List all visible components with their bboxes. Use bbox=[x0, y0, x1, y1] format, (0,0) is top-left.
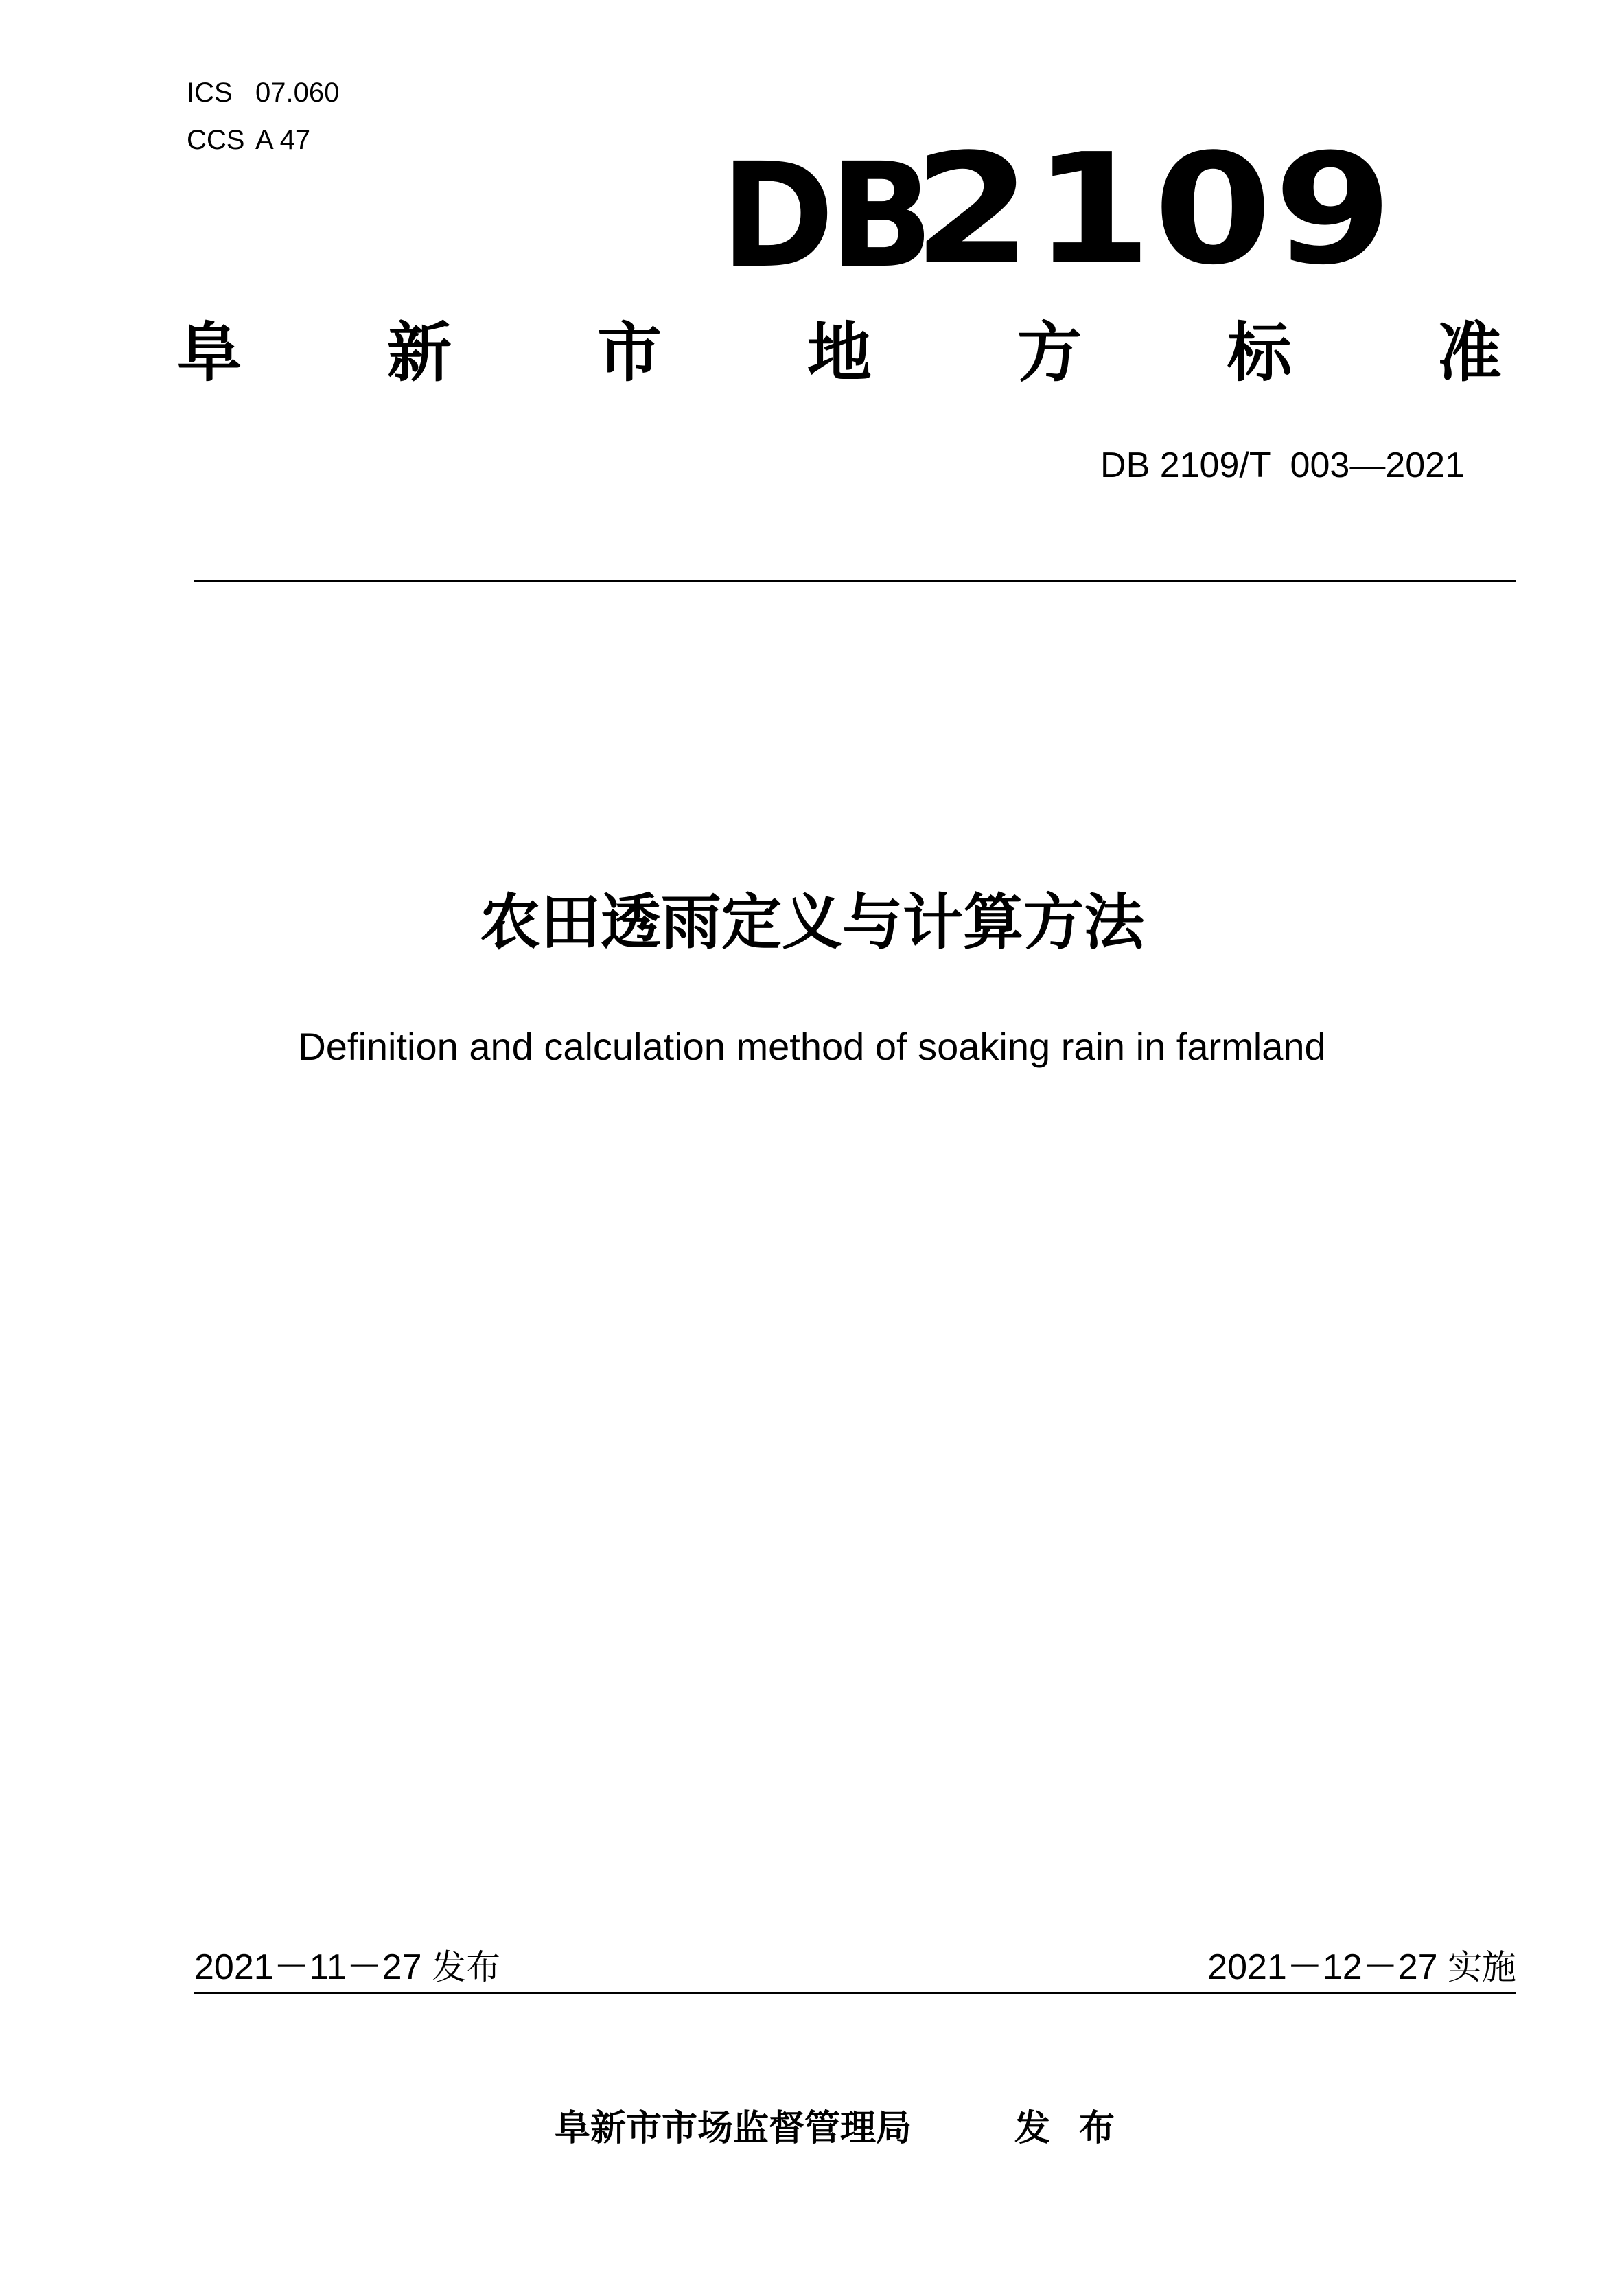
header-divider bbox=[194, 580, 1516, 582]
standard-type-char: 新 bbox=[386, 316, 452, 391]
ccs-code bbox=[187, 126, 310, 154]
standard-type-char: 标 bbox=[1227, 316, 1292, 391]
effective-date-value: 2021－12－27 bbox=[1207, 1947, 1438, 1987]
standard-type-char: 地 bbox=[807, 316, 872, 391]
effective-date bbox=[1207, 1949, 1516, 1985]
ccs-label: CCS bbox=[187, 125, 245, 155]
footer-divider bbox=[194, 1992, 1516, 1994]
logo-db-prefix: DB bbox=[721, 132, 929, 300]
ics-value: 07.060 bbox=[255, 78, 340, 108]
publisher-name: 阜新市市场监督管理局 bbox=[555, 2108, 912, 2149]
document-title-zh: 农田透雨定义与计算方法 bbox=[479, 887, 1144, 958]
standard-type-char: 方 bbox=[1017, 316, 1082, 391]
ics-label: ICS bbox=[187, 78, 233, 108]
standard-type-char: 市 bbox=[596, 316, 662, 391]
standard-type-char: 阜 bbox=[177, 316, 242, 391]
publish-date-word: 发布 bbox=[431, 1947, 500, 1987]
standard-type-heading bbox=[177, 316, 1502, 391]
publisher-publish-word: 发布 bbox=[1014, 2108, 1144, 2149]
standard-type-char: 准 bbox=[1437, 316, 1502, 391]
logo-region-code: 2109 bbox=[913, 121, 1394, 299]
standard-number: DB 2109/T 003—2021 bbox=[1100, 445, 1465, 485]
effective-date-word: 实施 bbox=[1448, 1947, 1516, 1987]
document-title-en: Definition and calculation method of soaking rain in farmland bbox=[298, 1025, 1326, 1068]
ics-code bbox=[187, 79, 339, 106]
ccs-value: A 47 bbox=[255, 125, 311, 155]
publish-date-value: 2021－11－27 bbox=[194, 1947, 422, 1987]
publish-date bbox=[194, 1949, 500, 1985]
